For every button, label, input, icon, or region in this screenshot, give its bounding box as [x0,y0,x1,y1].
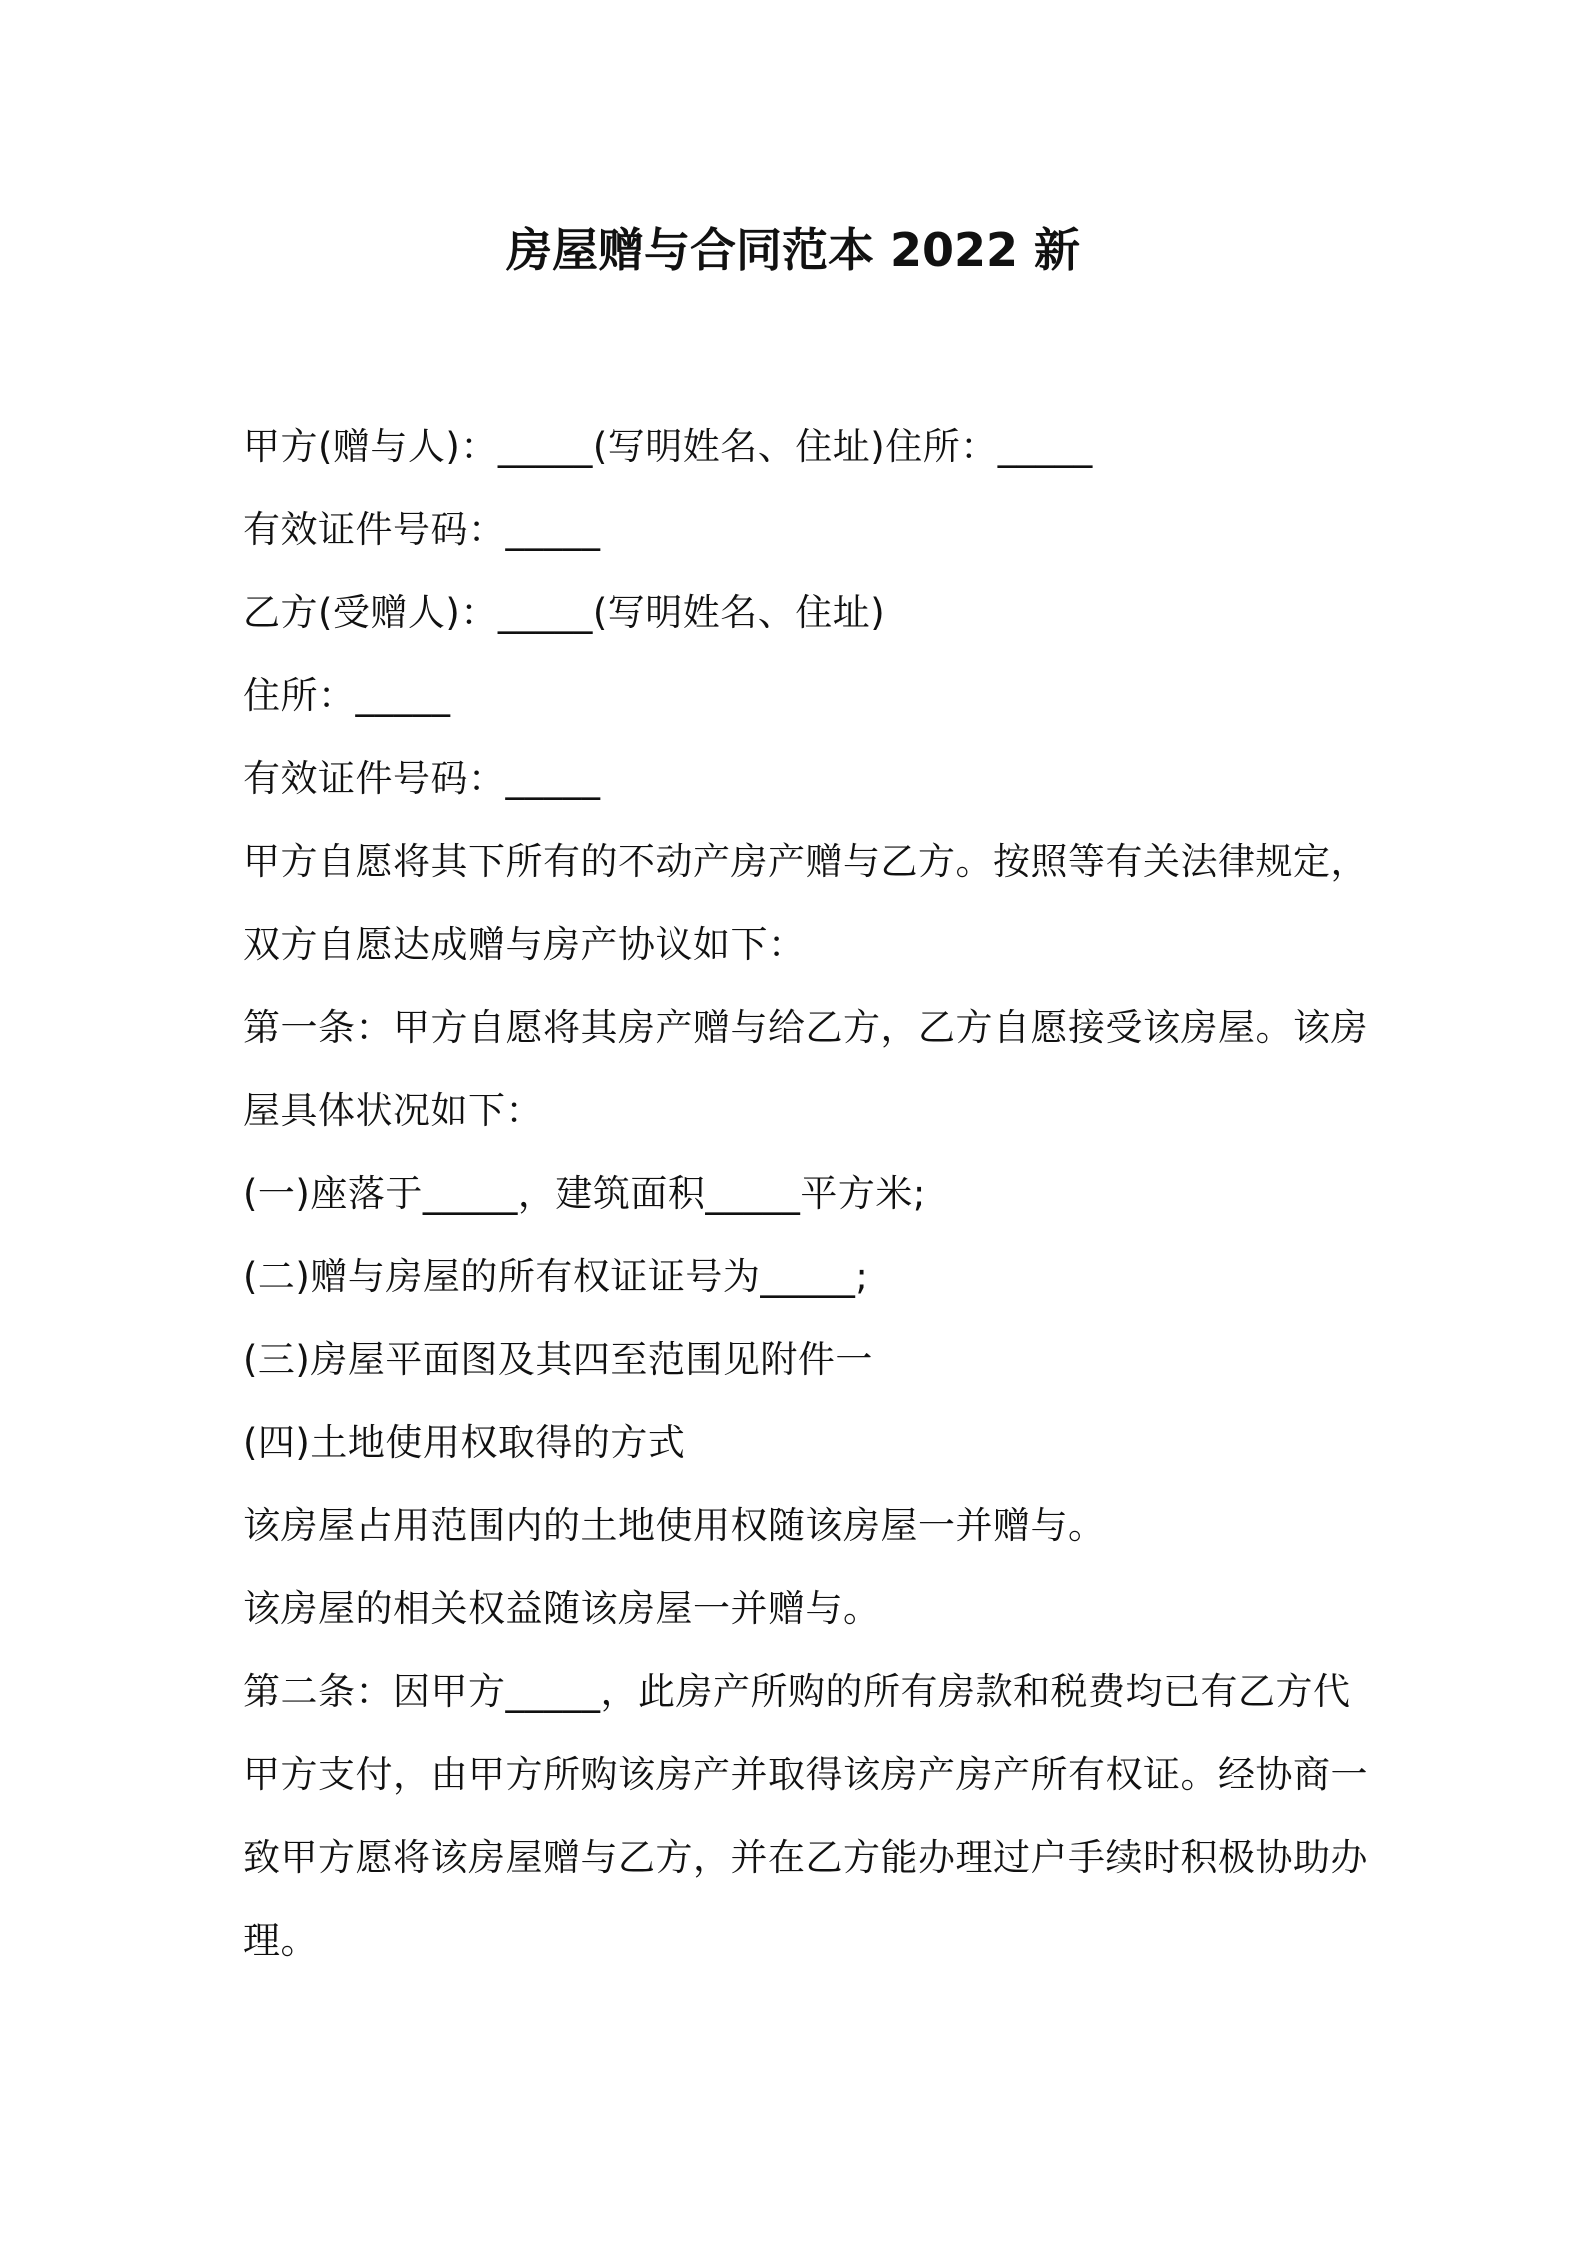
body-line: (一)座落于_____，建筑面积_____平方米; [243,1172,926,1215]
body-line: (三)房屋平面图及其四至范围见附件一 [243,1338,873,1381]
body-line: (四)土地使用权取得的方式 [243,1421,686,1464]
body-line: 第二条：因甲方_____，此房产所购的所有房款和税费均已有乙方代 [243,1670,1351,1713]
body-line: 该房屋占用范围内的土地使用权随该房屋一并赠与。 [243,1504,1106,1547]
body-line: (二)赠与房屋的所有权证证号为_____; [243,1255,869,1298]
body-line: 有效证件号码：_____ [243,508,601,551]
body-line: 甲方支付，由甲方所购该房产并取得该房产房产所有权证。经协商一 [243,1753,1368,1796]
body-line: 甲方(赠与人)：_____(写明姓名、住址)住所：_____ [243,425,1093,468]
body-line: 致甲方愿将该房屋赠与乙方，并在乙方能办理过户手续时积极协助办 [243,1836,1368,1879]
body-line: 住所：_____ [243,674,451,717]
body-line: 乙方(受赠人)：_____(写明姓名、住址) [243,591,886,634]
body-line: 甲方自愿将其下所有的不动产房产赠与乙方。按照等有关法律规定， [243,840,1368,883]
body-line: 双方自愿达成赠与房产协议如下： [243,923,806,966]
body-line: 屋具体状况如下： [243,1089,543,1132]
body-line: 该房屋的相关权益随该房屋一并赠与。 [243,1587,881,1630]
body-line: 第一条：甲方自愿将其房产赠与给乙方，乙方自愿接受该房屋。该房 [243,1006,1368,1049]
document-title: 房屋赠与合同范本 2022 新 [505,223,1081,277]
body-line: 有效证件号码：_____ [243,757,601,800]
document-body [243,405,1368,1982]
body-line: 理。 [243,1919,318,1962]
